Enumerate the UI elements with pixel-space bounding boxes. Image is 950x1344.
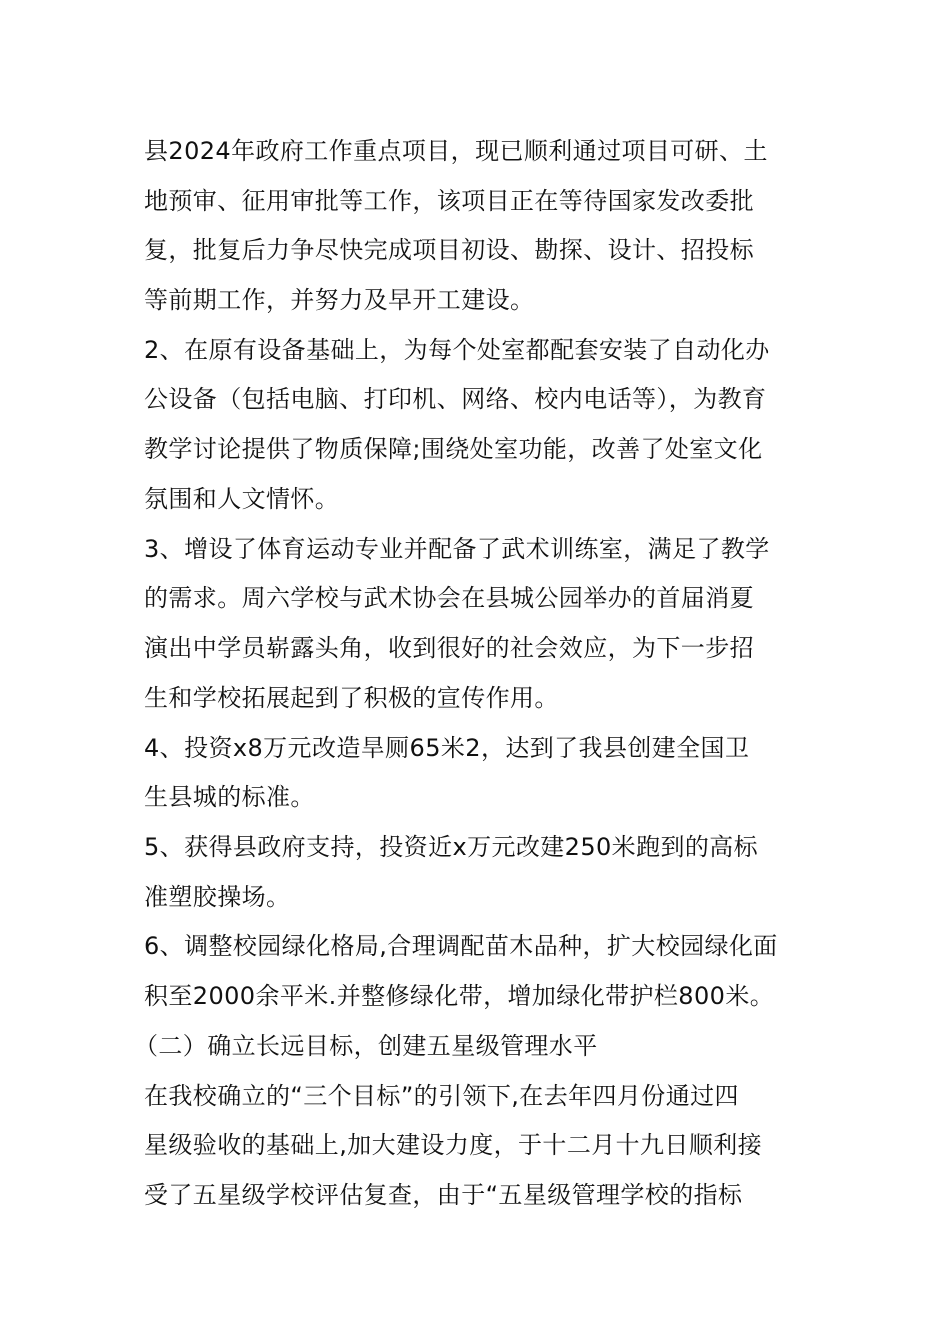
section-heading: （二）确立长远目标，创建五星级管理水平 (134, 1032, 598, 1060)
text-line: 6、调整校园绿化格局,合理调配苗木品种，扩大校园绿化面 (144, 932, 778, 960)
text-line: 4、投资x8万元改造旱厕65米2，达到了我县创建全国卫 (144, 734, 750, 762)
text-line: 生县城的标准。 (144, 783, 315, 811)
text-line: 公设备（包括电脑、打印机、网络、校内电话等），为教育 (144, 385, 767, 413)
text-line: 生和学校拓展起到了积极的宣传作用。 (144, 684, 559, 712)
text-line: 星级验收的基础上,加大建设力度，于十二月十九日顺利接 (144, 1131, 763, 1159)
text-line: 的需求。周六学校与武术协会在县城公园举办的首届消夏 (144, 584, 754, 612)
text-line: 演出中学员崭露头角，收到很好的社会效应，为下一步招 (144, 634, 754, 662)
text-line: 等前期工作，并努力及早开工建设。 (144, 286, 535, 314)
text-line: 准塑胶操场。 (144, 883, 291, 911)
text-line: 受了五星级学校评估复查，由于“五星级管理学校的指标 (144, 1181, 743, 1209)
text-line: 5、获得县政府支持，投资近x万元改建250米跑到的高标 (144, 833, 759, 861)
text-line: 在我校确立的“三个目标”的引领下,在去年四月份通过四 (144, 1082, 739, 1110)
text-line: 积至2000余平米.并整修绿化带，增加绿化带护栏800米。 (144, 982, 775, 1010)
text-line: 氛围和人文情怀。 (144, 485, 340, 513)
text-line: 3、增设了体育运动专业并配备了武术训练室，满足了教学 (144, 535, 770, 563)
text-line: 复，批复后力争尽快完成项目初设、勘探、设计、招投标 (144, 236, 754, 264)
text-line: 2、在原有设备基础上，为每个处室都配套安装了自动化办 (144, 336, 770, 364)
text-line: 教学讨论提供了物质保障;围绕处室功能，改善了处室文化 (144, 435, 763, 463)
text-line: 县2024年政府工作重点项目，现已顺利通过项目可研、土 (144, 137, 768, 165)
text-line: 地预审、征用审批等工作，该项目正在等待国家发改委批 (144, 187, 754, 215)
